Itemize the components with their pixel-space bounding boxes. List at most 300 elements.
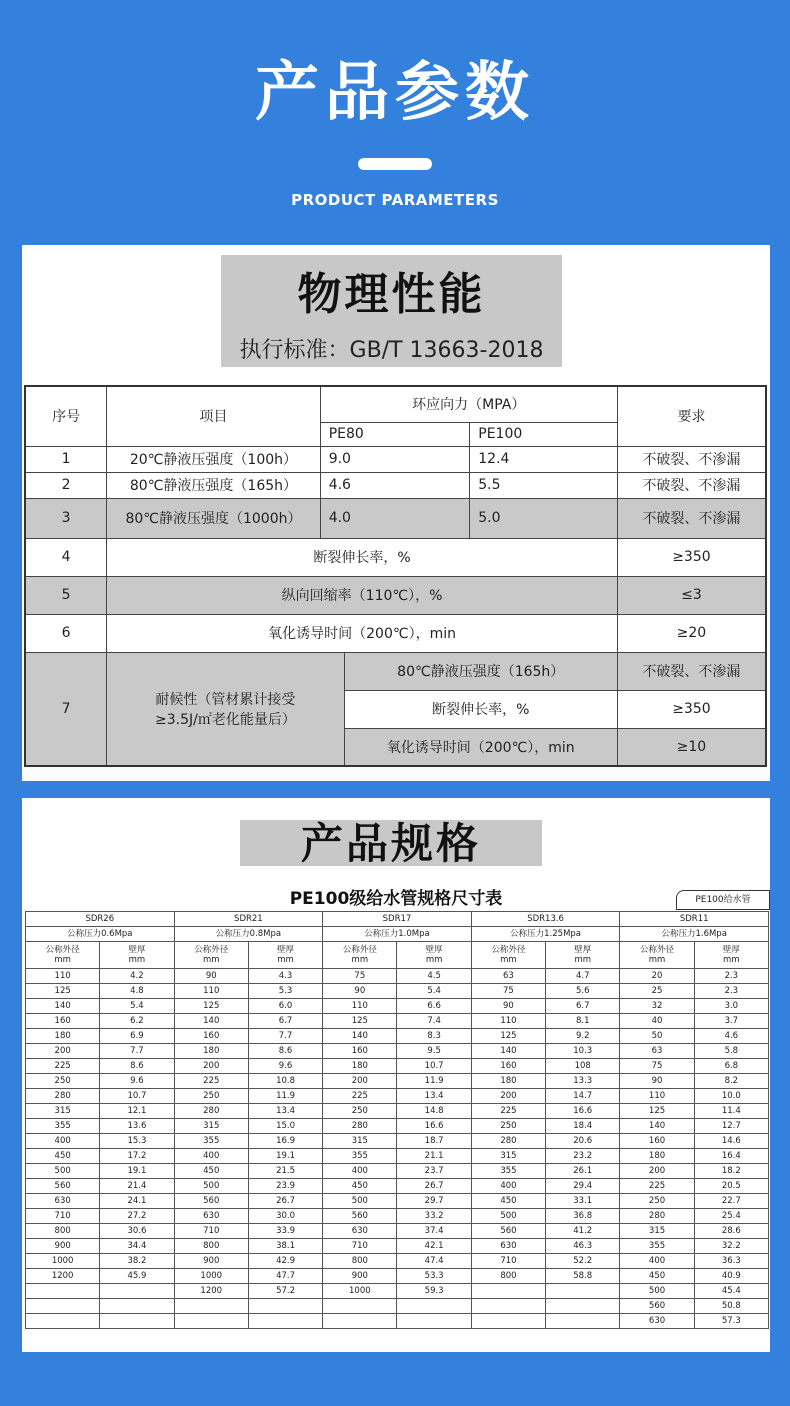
table-row [26,1239,769,1254]
spec-cell [546,1284,620,1299]
spec-cell: 50.8 [694,1299,768,1314]
table-row: 6 氧化诱导时间（200℃），min ≥20 [25,614,766,652]
spec-cell: 7.7 [248,1029,322,1044]
spec-cell: 1200 [174,1284,248,1299]
spec-cell: 2.3 [694,984,768,999]
spec-cell: 250 [26,1074,100,1089]
pressure-label: 公称压力1.6Mpa [620,927,769,942]
spec-cell: 315 [26,1104,100,1119]
spec-cell: 11.9 [248,1089,322,1104]
table-row: 3 80℃静液压强度（1000h） 4.0 5.0 不破裂、不渗漏 [25,498,766,538]
spec-cell: 58.8 [546,1269,620,1284]
spec-cell: 450 [26,1149,100,1164]
spec-cell: 14.6 [694,1134,768,1149]
spec-cell: 59.3 [397,1284,471,1299]
spec-cell: 13.4 [397,1089,471,1104]
spec-cell: 800 [323,1254,397,1269]
table-row [26,1134,769,1149]
spec-cell: 38.2 [100,1254,174,1269]
header-no: 序号 [25,386,107,446]
spec-cell: 26.7 [248,1194,322,1209]
product-spec-panel [22,798,770,1352]
table-row [26,1194,769,1209]
spec-cell: 4.2 [100,969,174,984]
spec-cell: 280 [26,1089,100,1104]
spec-cell: 16.6 [397,1119,471,1134]
spec-cell: 1000 [174,1269,248,1284]
spec-cell: 110 [26,969,100,984]
spec-cell: 47.7 [248,1269,322,1284]
table-row [26,1179,769,1194]
spec-cell: 38.1 [248,1239,322,1254]
table-row: 7 耐候性（管材累计接受 ≥3.5J/㎡老化能量后） 80℃静液压强度（165h） 不破裂、不渗漏 [25,652,766,690]
spec-cell: 1000 [26,1254,100,1269]
spec-cell: 57.2 [248,1284,322,1299]
spec-cell: 225 [174,1074,248,1089]
spec-cell: 450 [471,1194,545,1209]
spec-cell: 280 [174,1104,248,1119]
table-row [26,1209,769,1224]
spec-cell: 355 [323,1149,397,1164]
table-row [26,1119,769,1134]
spec-cell: 42.1 [397,1239,471,1254]
spec-cell: 500 [26,1164,100,1179]
spec-cell: 4.6 [694,1029,768,1044]
spec-cell: 27.2 [100,1209,174,1224]
wall-thickness-header: 壁厚 mm [100,942,174,969]
header-banner [0,0,790,245]
spec-cell: 23.9 [248,1179,322,1194]
table-row [26,1089,769,1104]
spec-cell: 90 [323,984,397,999]
table-row [26,984,769,999]
spec-cell: 250 [471,1119,545,1134]
spec-cell: 10.8 [248,1074,322,1089]
spec-cell: 355 [471,1164,545,1179]
spec-cell: 8.2 [694,1074,768,1089]
spec-cell: 108 [546,1059,620,1074]
spec-cell: 125 [620,1104,694,1119]
spec-cell: 180 [26,1029,100,1044]
spec-cell: 8.6 [100,1059,174,1074]
spec-cell: 355 [620,1239,694,1254]
spec-cell: 16.9 [248,1134,322,1149]
spec-cell: 4.8 [100,984,174,999]
table-row: 断裂伸长率，% ≥350 [25,690,766,728]
spec-cell: 90 [471,999,545,1014]
spec-cell: 3.0 [694,999,768,1014]
spec-cell: 1200 [26,1269,100,1284]
sdr-label: SDR13.6 [471,912,620,927]
spec-cell: 6.8 [694,1059,768,1074]
spec-cell: 90 [620,1074,694,1089]
spec-cell: 6.2 [100,1014,174,1029]
spec-cell: 225 [26,1059,100,1074]
table-row [26,1284,769,1299]
spec-cell: 630 [26,1194,100,1209]
spec-cell: 500 [471,1209,545,1224]
spec-cell: 200 [323,1074,397,1089]
wall-thickness-header: 壁厚 mm [248,942,322,969]
spec-cell [397,1299,471,1314]
physical-heading-box [221,255,562,367]
spec-cell: 140 [26,999,100,1014]
spec-cell: 250 [323,1104,397,1119]
sdr-label: SDR26 [26,912,175,927]
spec-cell: 6.6 [397,999,471,1014]
spec-cell: 1000 [323,1284,397,1299]
spec-cell: 10.7 [100,1089,174,1104]
spec-cell: 75 [471,984,545,999]
spec-cell: 9.6 [248,1059,322,1074]
spec-cell: 280 [323,1119,397,1134]
spec-cell: 225 [620,1179,694,1194]
outer-diameter-header: 公称外径 mm [323,942,397,969]
spec-cell: 900 [323,1269,397,1284]
spec-cell: 10.7 [397,1059,471,1074]
spec-cell: 200 [471,1089,545,1104]
spec-cell: 13.4 [248,1104,322,1119]
spec-cell [248,1299,322,1314]
spec-cell: 45.9 [100,1269,174,1284]
pressure-label: 公称压力1.0Mpa [323,927,472,942]
spec-cell: 32 [620,999,694,1014]
spec-cell: 800 [174,1239,248,1254]
spec-cell: 800 [471,1269,545,1284]
spec-cell: 7.4 [397,1014,471,1029]
spec-cell: 280 [620,1209,694,1224]
spec-cell: 500 [323,1194,397,1209]
spec-cell: 47.4 [397,1254,471,1269]
spec-cell: 13.6 [100,1119,174,1134]
spec-cell [26,1284,100,1299]
spec-cell: 11.4 [694,1104,768,1119]
spec-cell: 33.1 [546,1194,620,1209]
spec-cell [174,1314,248,1329]
spec-cell: 710 [26,1209,100,1224]
spec-cell: 280 [471,1134,545,1149]
spec-cell: 25.4 [694,1209,768,1224]
header-pe100: PE100 [470,422,618,446]
spec-cell: 450 [323,1179,397,1194]
spec-cell: 18.4 [546,1119,620,1134]
spec-cell: 8.6 [248,1044,322,1059]
spec-cell: 800 [26,1224,100,1239]
spec-cell: 33.2 [397,1209,471,1224]
spec-title: 产品规格 [240,820,542,866]
spec-cell: 160 [174,1029,248,1044]
spec-cell: 140 [323,1029,397,1044]
table-row [26,1314,769,1329]
sdr-label: SDR11 [620,912,769,927]
spec-cell: 28.6 [694,1224,768,1239]
table-row [26,1074,769,1089]
spec-cell: 630 [323,1224,397,1239]
spec-cell: 5.4 [100,999,174,1014]
spec-cell: 18.7 [397,1134,471,1149]
spec-cell: 21.4 [100,1179,174,1194]
spec-cell: 180 [471,1074,545,1089]
spec-cell: 29.4 [546,1179,620,1194]
spec-cell: 110 [620,1089,694,1104]
pressure-label: 公称压力0.6Mpa [26,927,175,942]
spec-cell: 24.1 [100,1194,174,1209]
spec-cell: 32.2 [694,1239,768,1254]
table-row [26,1059,769,1074]
outer-diameter-header: 公称外径 mm [26,942,100,969]
spec-cell: 110 [471,1014,545,1029]
spec-cell: 400 [620,1254,694,1269]
spec-cell: 3.7 [694,1014,768,1029]
physical-properties-panel [22,245,770,781]
spec-cell: 560 [323,1209,397,1224]
spec-cell [100,1284,174,1299]
spec-cell: 7.7 [100,1044,174,1059]
spec-cell: 15.3 [100,1134,174,1149]
spec-cell: 53.3 [397,1269,471,1284]
spec-cell [397,1314,471,1329]
spec-cell: 140 [620,1119,694,1134]
spec-cell: 180 [174,1044,248,1059]
spec-cell: 160 [620,1134,694,1149]
spec-cell: 2.3 [694,969,768,984]
spec-cell: 5.6 [546,984,620,999]
spec-cell: 26.7 [397,1179,471,1194]
spec-cell: 26.1 [546,1164,620,1179]
spec-cell: 23.7 [397,1164,471,1179]
table-row [26,1014,769,1029]
spec-cell: 355 [174,1134,248,1149]
spec-cell [471,1299,545,1314]
table-row [26,969,769,984]
page-subtitle: PRODUCT PARAMETERS [291,191,499,209]
spec-cell: 315 [174,1119,248,1134]
spec-cell: 46.3 [546,1239,620,1254]
spec-cell: 710 [471,1254,545,1269]
spec-cell: 140 [174,1014,248,1029]
spec-cell: 12.7 [694,1119,768,1134]
table-row [26,1029,769,1044]
spec-cell [471,1314,545,1329]
sdr-label: SDR17 [323,912,472,927]
spec-cell: 315 [471,1149,545,1164]
spec-cell: 450 [620,1269,694,1284]
spec-cell: 36.3 [694,1254,768,1269]
spec-cell: 355 [26,1119,100,1134]
spec-cell: 50 [620,1029,694,1044]
spec-cell: 630 [174,1209,248,1224]
spec-cell: 37.4 [397,1224,471,1239]
spec-cell: 8.3 [397,1029,471,1044]
spec-cell [26,1299,100,1314]
spec-cell: 4.3 [248,969,322,984]
spec-cell: 180 [620,1149,694,1164]
spec-cell: 225 [471,1104,545,1119]
spec-cell: 5.4 [397,984,471,999]
spec-cell: 40 [620,1014,694,1029]
spec-cell: 560 [620,1299,694,1314]
weather-resistance-cell: 耐候性（管材累计接受 ≥3.5J/㎡老化能量后） [107,652,344,766]
spec-cell: 90 [174,969,248,984]
spec-cell: 400 [174,1149,248,1164]
spec-cell: 160 [471,1059,545,1074]
spec-cell: 42.9 [248,1254,322,1269]
spec-cell: 500 [620,1284,694,1299]
spec-cell: 5.3 [248,984,322,999]
spec-cell: 110 [174,984,248,999]
spec-cell: 900 [26,1239,100,1254]
spec-cell: 9.2 [546,1029,620,1044]
table-row: 1 20℃静液压强度（100h） 9.0 12.4 不破裂、不渗漏 [25,446,766,472]
spec-cell: 560 [26,1179,100,1194]
table-row: 2 80℃静液压强度（165h） 4.6 5.5 不破裂、不渗漏 [25,472,766,498]
physical-standard: 执行标准：GB/T 13663-2018 [239,338,544,363]
spec-cell: 4.5 [397,969,471,984]
spec-cell: 19.1 [100,1164,174,1179]
spec-cell: 6.7 [546,999,620,1014]
spec-cell: 12.1 [100,1104,174,1119]
spec-cell: 16.6 [546,1104,620,1119]
pressure-label: 公称压力0.8Mpa [174,927,323,942]
spec-cell [100,1299,174,1314]
spec-cell [471,1284,545,1299]
spec-cell: 20.6 [546,1134,620,1149]
spec-cell: 560 [471,1224,545,1239]
table-row [26,1149,769,1164]
spec-cell: 34.4 [100,1239,174,1254]
page-title: 产品参数 [255,56,535,130]
spec-cell: 450 [174,1164,248,1179]
spec-cell: 57.3 [694,1314,768,1329]
spec-cell: 40.9 [694,1269,768,1284]
spec-cell: 900 [174,1254,248,1269]
spec-cell: 160 [26,1014,100,1029]
spec-cell: 200 [174,1059,248,1074]
spec-cell: 23.2 [546,1149,620,1164]
table-row: 4 断裂伸长率，% ≥350 [25,538,766,576]
spec-cell [323,1314,397,1329]
spec-tag: PE100给水管 [676,890,770,910]
table-row [26,1164,769,1179]
sdr-label: SDR21 [174,912,323,927]
header-item: 项目 [107,386,320,446]
outer-diameter-header: 公称外径 mm [471,942,545,969]
spec-cell: 45.4 [694,1284,768,1299]
spec-cell: 17.2 [100,1149,174,1164]
spec-cell: 9.6 [100,1074,174,1089]
spec-cell: 560 [174,1194,248,1209]
pressure-label: 公称压力1.25Mpa [471,927,620,942]
spec-cell: 30.0 [248,1209,322,1224]
spec-cell: 225 [323,1089,397,1104]
spec-cell: 30.6 [100,1224,174,1239]
physical-title: 物理性能 [297,269,486,320]
spec-cell: 6.7 [248,1014,322,1029]
spec-cell: 52.2 [546,1254,620,1269]
header-stress: 环应向力（MPA） [320,386,617,422]
spec-cell: 16.4 [694,1149,768,1164]
spec-cell [546,1314,620,1329]
table-row [26,1104,769,1119]
spec-cell: 125 [174,999,248,1014]
spec-cell: 250 [174,1089,248,1104]
spec-unit-row [26,942,769,969]
outer-diameter-header: 公称外径 mm [620,942,694,969]
spec-cell: 41.2 [546,1224,620,1239]
spec-cell: 710 [323,1239,397,1254]
table-row [26,1299,769,1314]
spec-cell: 125 [471,1029,545,1044]
spec-cell: 36.8 [546,1209,620,1224]
spec-cell: 13.3 [546,1074,620,1089]
spec-cell: 14.8 [397,1104,471,1119]
spec-cell: 200 [26,1044,100,1059]
spec-cell: 20.5 [694,1179,768,1194]
spec-cell: 33.9 [248,1224,322,1239]
spec-cell: 5.8 [694,1044,768,1059]
spec-cell: 25 [620,984,694,999]
spec-cell: 125 [26,984,100,999]
spec-cell [174,1299,248,1314]
spec-cell: 6.9 [100,1029,174,1044]
spec-cell: 250 [620,1194,694,1209]
table-row [26,1269,769,1284]
spec-cell: 400 [26,1134,100,1149]
wall-thickness-header: 壁厚 mm [397,942,471,969]
spec-cell: 9.5 [397,1044,471,1059]
spec-cell: 8.1 [546,1014,620,1029]
spec-cell [100,1314,174,1329]
spec-cell: 63 [620,1044,694,1059]
table-row [26,1224,769,1239]
spec-cell: 22.7 [694,1194,768,1209]
wall-thickness-header: 壁厚 mm [694,942,768,969]
spec-cell: 125 [323,1014,397,1029]
spec-cell: 14.7 [546,1089,620,1104]
spec-cell [546,1299,620,1314]
spec-cell: 180 [323,1059,397,1074]
table-row [26,999,769,1014]
spec-cell: 75 [620,1059,694,1074]
spec-cell: 4.7 [546,969,620,984]
wall-thickness-header: 壁厚 mm [546,942,620,969]
spec-pressure-row [26,927,769,942]
spec-cell: 19.1 [248,1149,322,1164]
spec-cell: 18.2 [694,1164,768,1179]
spec-cell [248,1314,322,1329]
table-row [26,1044,769,1059]
table-row: 氧化诱导时间（200℃），min ≥10 [25,728,766,766]
spec-cell: 10.0 [694,1089,768,1104]
header-requirement: 要求 [617,386,766,446]
spec-sdr-row [26,912,769,927]
spec-cell: 315 [323,1134,397,1149]
spec-cell: 710 [174,1224,248,1239]
spec-cell: 110 [323,999,397,1014]
spec-cell [323,1299,397,1314]
spec-cell: 11.9 [397,1074,471,1089]
spec-table [25,911,769,1329]
spec-cell: 630 [620,1314,694,1329]
spec-cell: 21.5 [248,1164,322,1179]
spec-cell: 500 [174,1179,248,1194]
title-underline-bar [358,158,432,170]
spec-cell: 160 [323,1044,397,1059]
outer-diameter-header: 公称外径 mm [174,942,248,969]
spec-cell: 630 [471,1239,545,1254]
spec-cell: 29.7 [397,1194,471,1209]
spec-cell: 200 [620,1164,694,1179]
